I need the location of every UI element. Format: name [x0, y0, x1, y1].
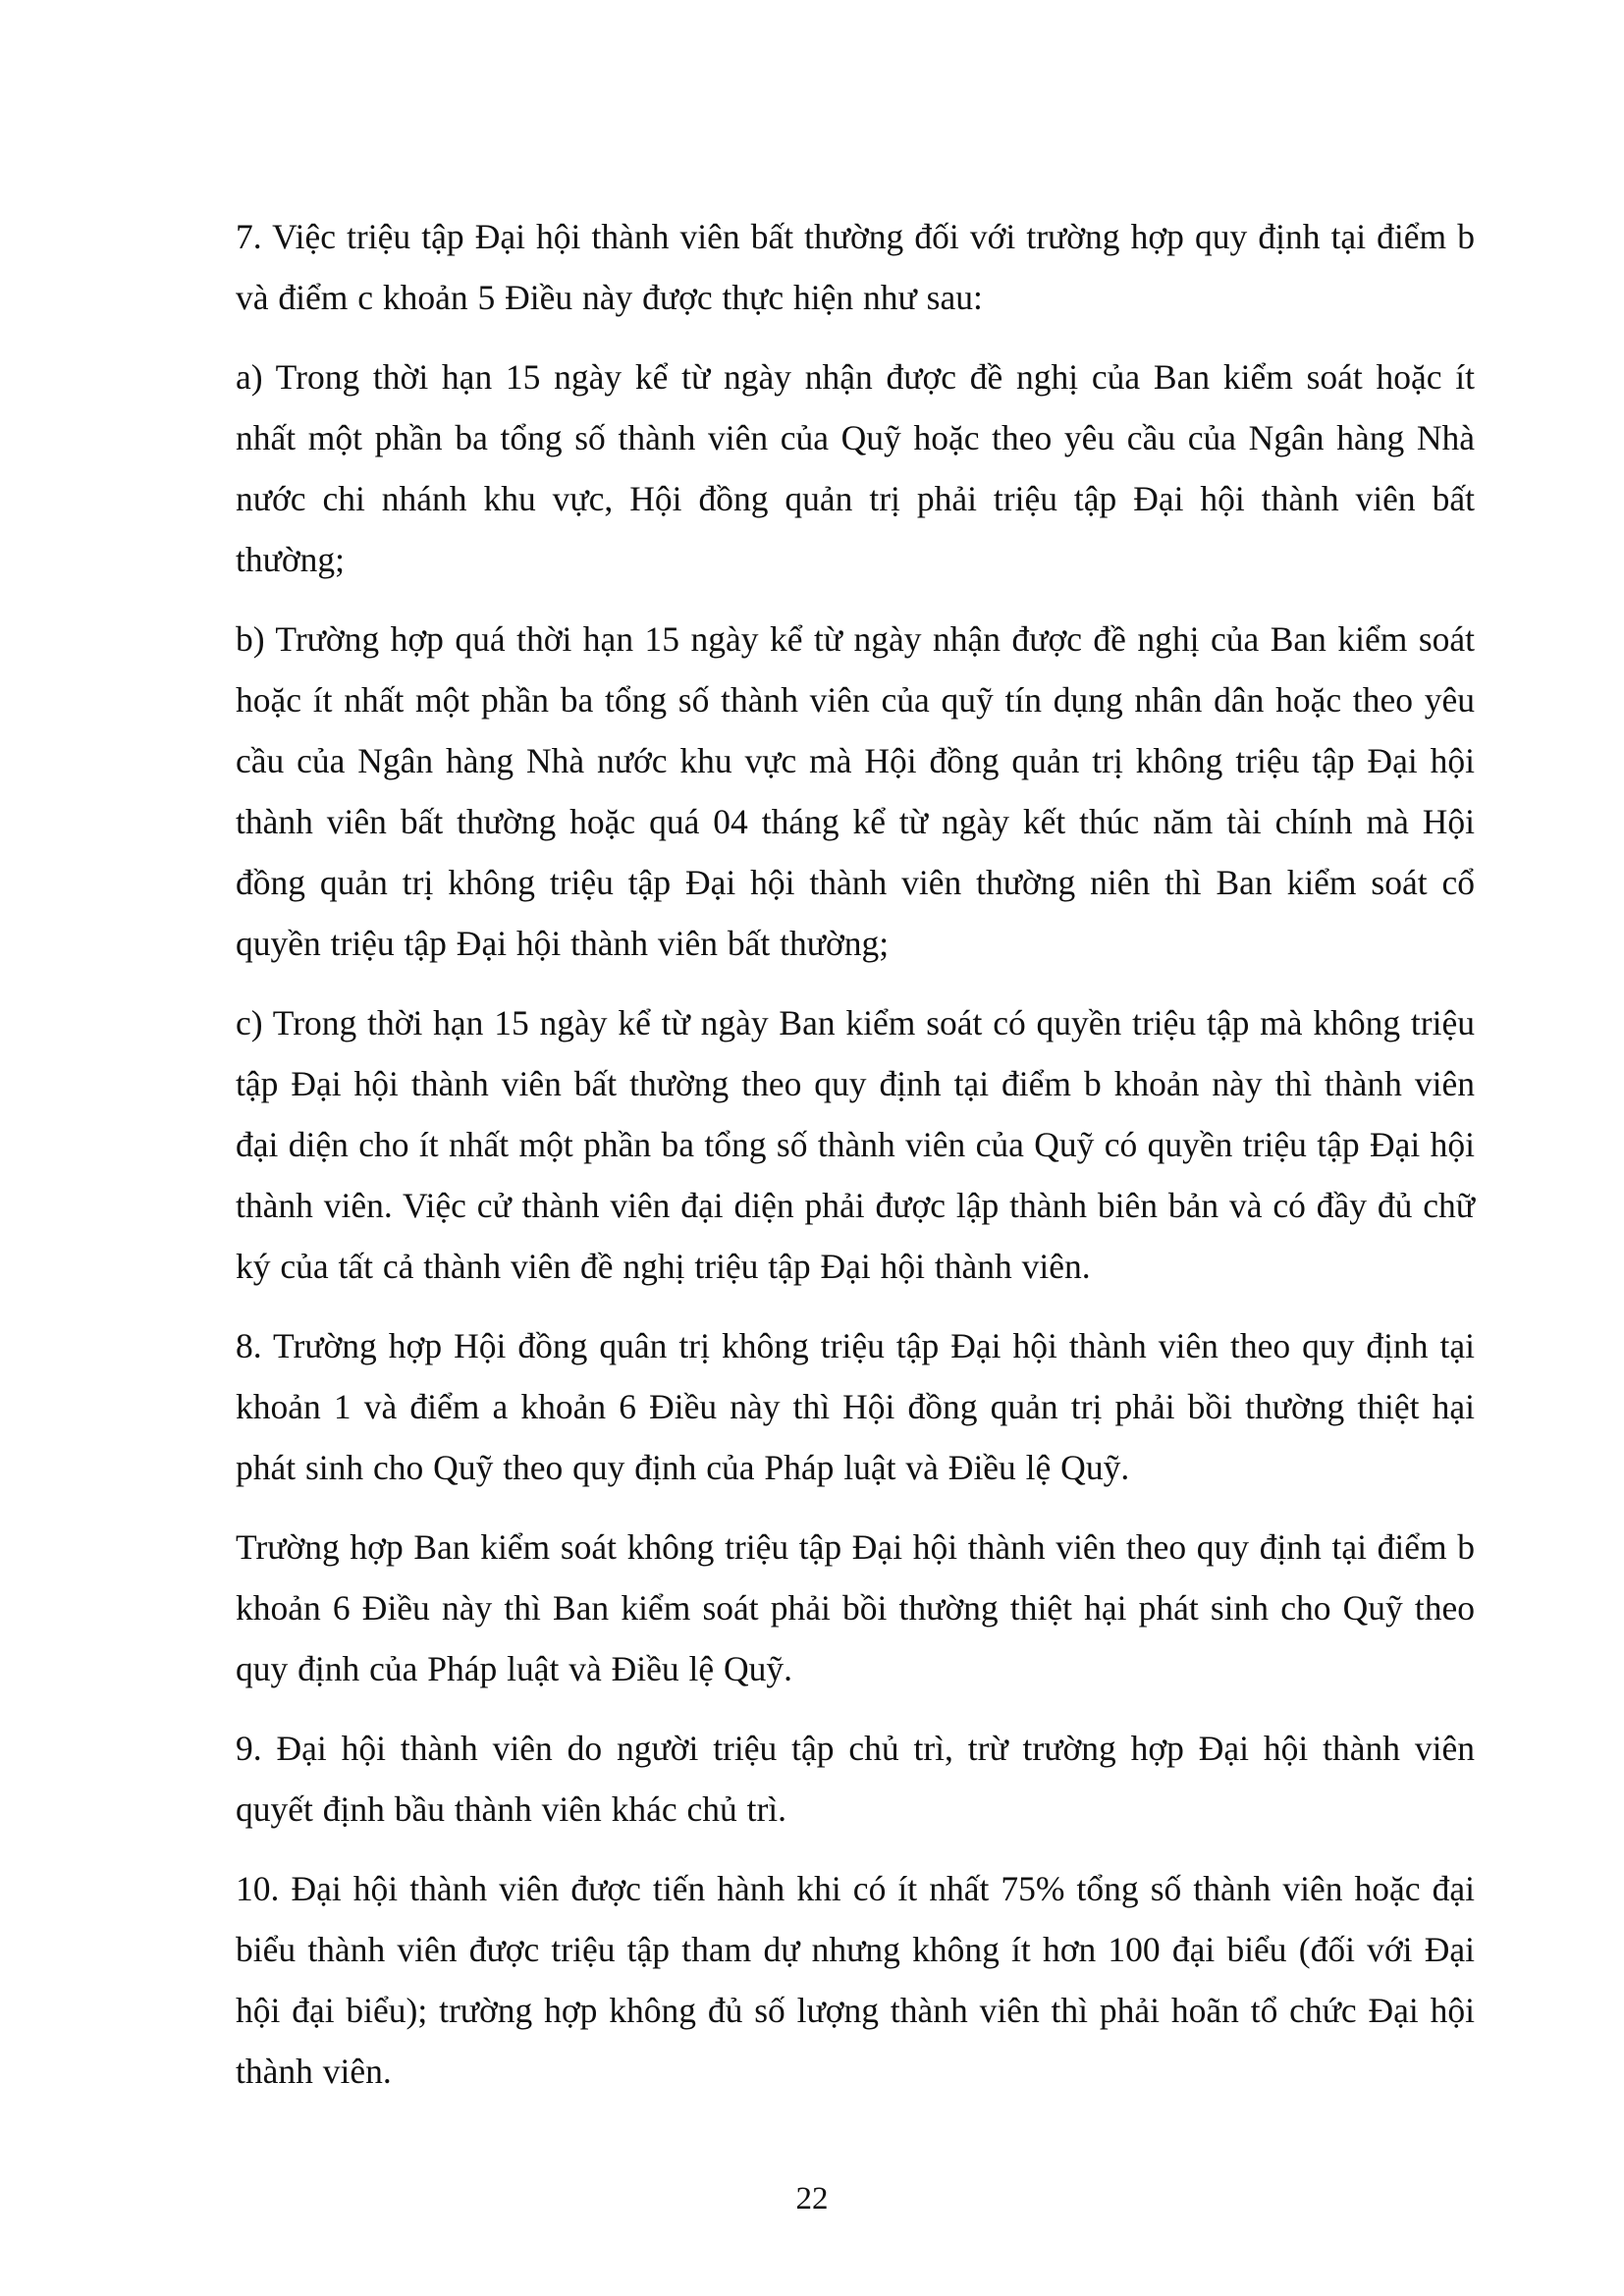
paragraph-item-10: 10. Đại hội thành viên được tiến hành khi có ít nhất 75% tổng số thành viên hoặc đại biểu thành viên được triệu tập tham dự nhưng không ít hơn 100 đại biểu (đối với Đại hội đại biểu); trường hợp không đủ số lượng thành viên thì phải hoãn tổ chức Đại hội thành viên. — [236, 1869, 1475, 2091]
document-body — [236, 206, 1475, 2120]
paragraph-item-9: 9. Đại hội thành viên do người triệu tập chủ trì, trừ trường hợp Đại hội thành viên quyết định bầu thành viên khác chủ trì. — [236, 1729, 1475, 1829]
paragraph-point-c: c) Trong thời hạn 15 ngày kể từ ngày Ban kiểm soát có quyền triệu tập mà không triệu tập Đại hội thành viên bất thường theo quy định tại điểm b khoản này thì thành viên đại diện cho ít nhất một phần ba tổng số thành viên của Quỹ có quyền triệu tập Đại hội thành viên. Việc cử thành viên đại diện phải được lập thành biên bản và có đầy đủ chữ ký của tất cả thành viên đề nghị triệu tập Đại hội thành viên. — [236, 1003, 1475, 1286]
paragraph-point-b: b) Trường hợp quá thời hạn 15 ngày kể từ ngày nhận được đề nghị của Ban kiểm soát hoặc ít nhất một phần ba tổng số thành viên của quỹ tín dụng nhân dân hoặc theo yêu cầu của Ngân hàng Nhà nước khu vực mà Hội đồng quản trị không triệu tập Đại hội thành viên bất thường hoặc quá 04 tháng kể từ ngày kết thúc năm tài chính mà Hội đồng quản trị không triệu tập Đại hội thành viên thường niên thì Ban kiểm soát cổ quyền triệu tập Đại hội thành viên bất thường; — [236, 619, 1475, 963]
paragraph-item-8-continued: Trường hợp Ban kiểm soát không triệu tập Đại hội thành viên theo quy định tại điểm b khoản 6 Điều này thì Ban kiểm soát phải bồi thường thiệt hại phát sinh cho Quỹ theo quy định của Pháp luật và Điều lệ Quỹ. — [236, 1527, 1475, 1688]
page-number: 22 — [795, 2181, 829, 2216]
paragraph-item-8: 8. Trường hợp Hội đồng quân trị không triệu tập Đại hội thành viên theo quy định tại khoản 1 và điểm a khoản 6 Điều này thì Hội đồng quản trị phải bồi thường thiệt hại phát sinh cho Quỹ theo quy định của Pháp luật và Điều lệ Quỹ. — [236, 1326, 1475, 1487]
paragraph-item-7: 7. Việc triệu tập Đại hội thành viên bất thường đối với trường hợp quy định tại điểm b và điểm c khoản 5 Điều này được thực hiện như sau: — [236, 217, 1475, 317]
paragraph-point-a: a) Trong thời hạn 15 ngày kể từ ngày nhận được đề nghị của Ban kiểm soát hoặc ít nhất một phần ba tổng số thành viên của Quỹ hoặc theo yêu cầu của Ngân hàng Nhà nước chi nhánh khu vực, Hội đồng quản trị phải triệu tập Đại hội thành viên bất thường; — [236, 357, 1475, 579]
